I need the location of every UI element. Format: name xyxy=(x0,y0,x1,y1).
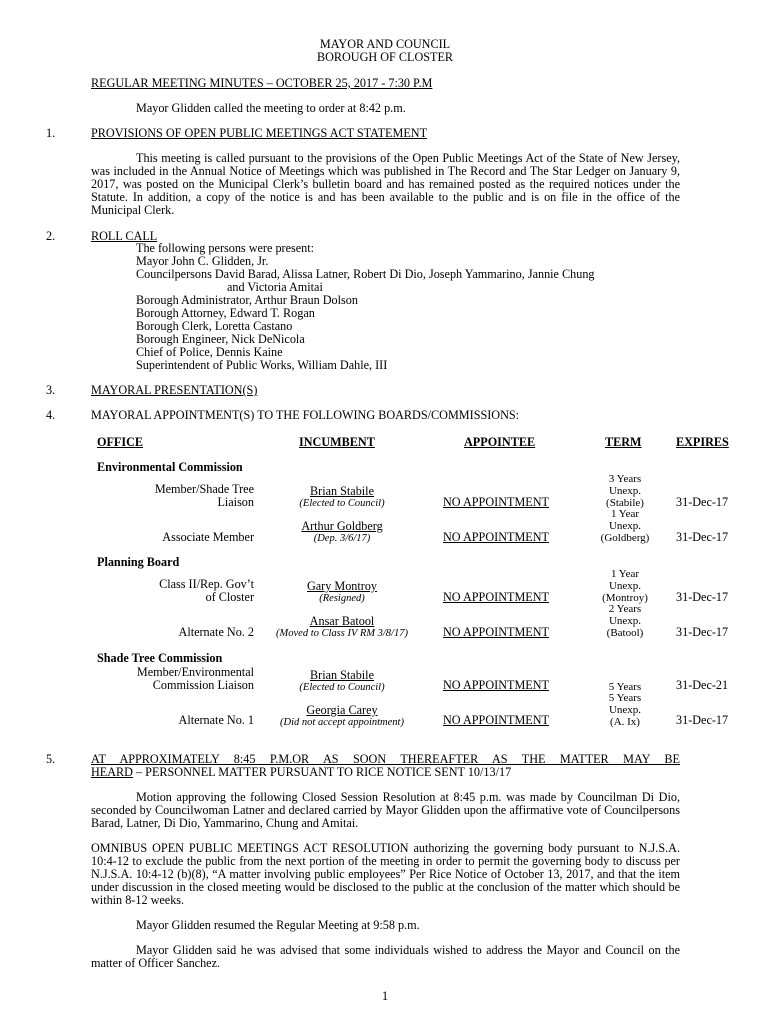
incumbent-note: (Moved to Class IV RM 3/8/17) xyxy=(276,628,408,639)
section-5-title-line2 xyxy=(91,766,511,779)
term-cell: (Montroy) xyxy=(602,592,648,604)
roll-call-line: Chief of Police, Dennis Kaine xyxy=(136,345,283,359)
incumbent-name: Arthur Goldberg xyxy=(301,519,383,533)
section-2-title: ROLL CALL xyxy=(91,229,158,243)
office-cell: Alternate No. 2 xyxy=(178,625,254,639)
col-header-incumbent: INCUMBENT xyxy=(299,435,375,449)
term-cell: 5 Years xyxy=(608,692,642,704)
roll-call-line: Borough Engineer, Nick DeNicola xyxy=(136,332,305,346)
incumbent-note: (Elected to Council) xyxy=(299,682,385,693)
roll-call-line: Borough Administrator, Arthur Braun Dolson xyxy=(136,293,358,307)
group-label: Environmental Commission xyxy=(97,460,243,474)
call-to-order: Mayor Glidden called the meeting to order at 8:42 p.m. xyxy=(136,101,406,115)
group-label: Shade Tree Commission xyxy=(97,651,223,665)
roll-call-line: Mayor John C. Glidden, Jr. xyxy=(136,254,269,268)
office-cell: Class II/Rep. Gov’t xyxy=(159,577,254,591)
term-cell: 5 Years xyxy=(608,681,642,693)
section-4-title: MAYORAL APPOINTMENT(S) TO THE FOLLOWING BOARDS/COMMISSIONS: xyxy=(91,408,520,422)
section-5-motion: Motion approving the following Closed Session Resolution at 8:45 p.m. was made by Councilman Di Dio, seconded by Councilwoman Latner and declared carried by Mayor Glidden upon the affirmative vote of Councilpersons Barad, Latner, Di Dio, Yammarino, Chung and Amitai. xyxy=(91,790,680,830)
term-cell: Unexp. xyxy=(608,704,642,716)
section-5-title-rest: – PERSONNEL MATTER PURSUANT TO RICE NOTICE SENT 10/13/17 xyxy=(132,765,512,779)
term-cell: 3 Years xyxy=(608,473,642,485)
term-cell: 1 Year xyxy=(610,568,640,580)
appointee-cell: NO APPOINTMENT xyxy=(443,713,549,727)
expires-cell: 31-Dec-17 xyxy=(676,713,729,727)
section-4-number: 4. xyxy=(46,408,56,422)
col-header-appointee: APPOINTEE xyxy=(464,435,536,449)
expires-cell: 31-Dec-17 xyxy=(676,495,729,509)
term-cell: (Stabile) xyxy=(606,497,644,509)
section-5-title-heard: HEARD xyxy=(91,765,133,779)
incumbent-name: Brian Stabile xyxy=(310,484,374,498)
section-1-body: This meeting is called pursuant to the provisions of the Open Public Meetings Act of the State of New Jersey, was included in the Annual Notice of Meetings which was published in The Record and The Star Ledger on January 9, 2017, was posted on the Municipal Clerk’s bulletin board and has remained posted as the required notices under the Statute. In addition, a copy of the notice is and has been available to the public and is on file in the office of the Municipal Clerk. xyxy=(91,151,680,217)
incumbent-note: (Resigned) xyxy=(319,593,365,604)
appointee-cell: NO APPOINTMENT xyxy=(443,625,549,639)
incumbent-name: Georgia Carey xyxy=(306,703,378,717)
roll-call-line: Borough Clerk, Loretta Castano xyxy=(136,319,293,333)
roll-call-line: and Victoria Amitai xyxy=(227,280,323,294)
meeting-title: REGULAR MEETING MINUTES – OCTOBER 25, 2017 - 7:30 P.M xyxy=(91,76,433,90)
appointee-cell: NO APPOINTMENT xyxy=(443,530,549,544)
term-cell: 1 Year xyxy=(610,508,640,520)
section-5-omnibus: OMNIBUS OPEN PUBLIC MEETINGS ACT RESOLUTION authorizing the governing body pursuant to N.J.S.A. 10:4-12 to exclude the public from the next portion of the meeting in order to permit the governing body to discuss per N.J.S.A. 10:4-12 (b)(8), “A matter involving public employees” Per Rice Notice of October 13, 2017, and that the item under discussion in the closed meeting would be disclosed to the public at the conclusion of the matter which should be within 8-12 weeks. xyxy=(91,841,680,907)
term-cell: (A. Ix) xyxy=(610,716,640,728)
col-header-expires: EXPIRES xyxy=(676,435,729,449)
section-5-title-line1: AT APPROXIMATELY 8:45 P.M.OR AS SOON THEREAFTER AS THE MATTER MAY BE xyxy=(91,752,680,766)
incumbent-note: (Dep. 3/6/17) xyxy=(313,533,371,544)
roll-call-line: Borough Attorney, Edward T. Rogan xyxy=(136,306,315,320)
office-cell: of Closter xyxy=(205,590,254,604)
col-header-term: TERM xyxy=(605,435,642,449)
col-header-office: OFFICE xyxy=(97,435,144,449)
appointee-cell: NO APPOINTMENT xyxy=(443,678,549,692)
section-5-resumed: Mayor Glidden resumed the Regular Meeting at 9:58 p.m. xyxy=(136,918,420,932)
term-cell: Unexp. xyxy=(608,580,642,592)
incumbent-note: (Did not accept appointment) xyxy=(280,717,404,728)
page-number: 1 xyxy=(381,989,389,1003)
section-1-number: 1. xyxy=(46,126,56,140)
doc-header-line2: BOROUGH OF CLOSTER xyxy=(316,50,454,64)
appointee-cell: NO APPOINTMENT xyxy=(443,495,549,509)
section-3-number: 3. xyxy=(46,383,56,397)
incumbent-name: Gary Montroy xyxy=(306,579,378,593)
expires-cell: 31-Dec-17 xyxy=(676,590,729,604)
section-2-number: 2. xyxy=(46,229,56,243)
term-cell: (Goldberg) xyxy=(600,532,650,544)
office-cell: Liaison xyxy=(217,495,254,509)
roll-call-line: The following persons were present: xyxy=(136,241,315,255)
roll-call-line: Councilpersons David Barad, Alissa Latner, Robert Di Dio, Joseph Yammarino, Jannie Chung xyxy=(136,267,595,281)
office-cell: Alternate No. 1 xyxy=(178,713,254,727)
office-cell: Commission Liaison xyxy=(152,678,254,692)
term-cell: 2 Years xyxy=(608,603,642,615)
expires-cell: 31-Dec-17 xyxy=(676,625,729,639)
incumbent-note: (Elected to Council) xyxy=(299,498,385,509)
office-cell: Member/Shade Tree xyxy=(154,482,254,496)
expires-cell: 31-Dec-21 xyxy=(676,678,729,692)
section-5-address: Mayor Glidden said he was advised that some individuals wished to address the Mayor and Council on the matter of Officer Sanchez. xyxy=(91,943,680,970)
section-3-title: MAYORAL PRESENTATION(S) xyxy=(91,383,258,397)
office-cell: Associate Member xyxy=(162,530,254,544)
section-5-number: 5. xyxy=(46,752,56,766)
term-cell: Unexp. xyxy=(608,520,642,532)
incumbent-name: Brian Stabile xyxy=(310,668,374,682)
group-label: Planning Board xyxy=(97,555,180,569)
term-cell: (Batool) xyxy=(606,627,644,639)
roll-call-line: Superintendent of Public Works, William Dahle, III xyxy=(136,358,388,372)
section-1-title: PROVISIONS OF OPEN PUBLIC MEETINGS ACT STATEMENT xyxy=(91,126,428,140)
term-cell: Unexp. xyxy=(608,615,642,627)
appointee-cell: NO APPOINTMENT xyxy=(443,590,549,604)
term-cell: Unexp. xyxy=(608,485,642,497)
doc-header-line1: MAYOR AND COUNCIL xyxy=(319,37,451,51)
incumbent-name: Ansar Batool xyxy=(309,614,375,628)
office-cell: Member/Environmental xyxy=(136,665,254,679)
expires-cell: 31-Dec-17 xyxy=(676,530,729,544)
